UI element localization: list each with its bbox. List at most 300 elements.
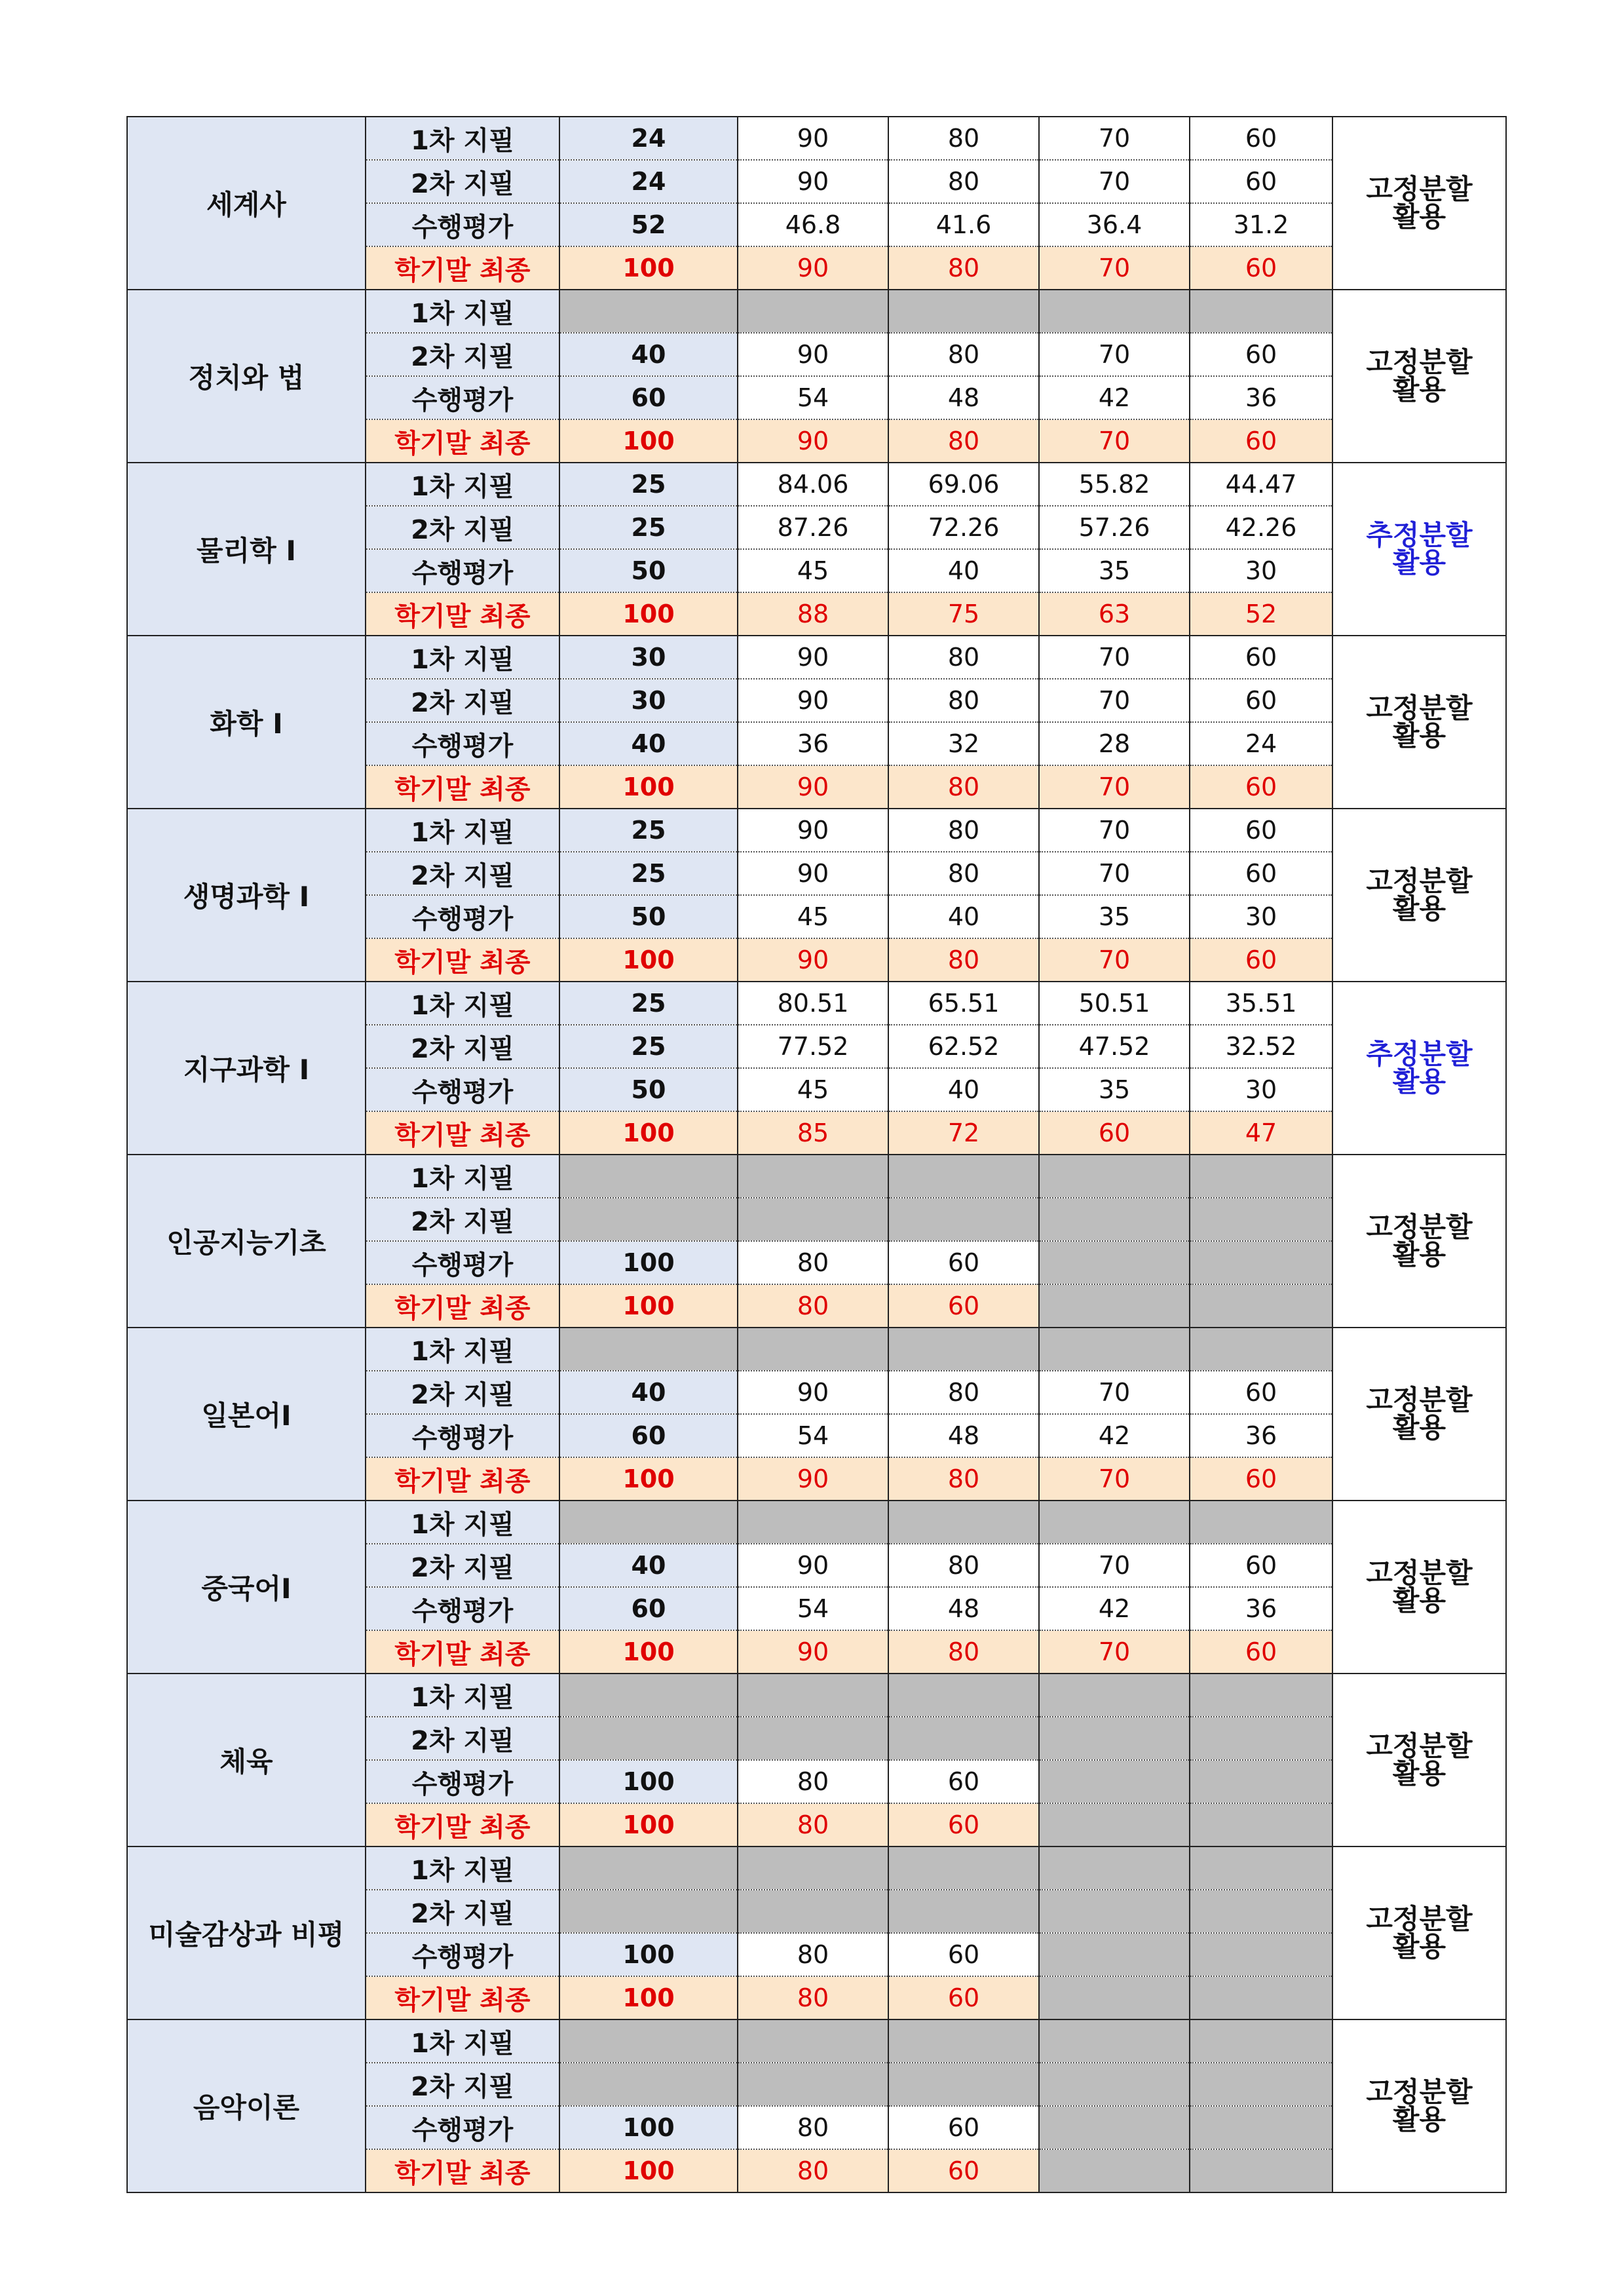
cutoff-cell [1039, 1198, 1190, 1241]
cutoff-cell: 60 [1039, 1111, 1190, 1155]
cutoff-cell: 35 [1039, 549, 1190, 592]
cutoff-cell: 44.47 [1190, 463, 1332, 506]
cutoff-cell: 70 [1039, 160, 1190, 203]
cutoff-cell: 80 [738, 1803, 888, 1846]
cutoff-cell: 80 [888, 679, 1039, 722]
weight-cell [559, 1328, 738, 1371]
method-note: 고정분할 활용 [1332, 1674, 1506, 1846]
cutoff-cell: 36 [1190, 376, 1332, 419]
final-score-label: 학기말 최종 [366, 1630, 559, 1674]
cutoff-cell: 70 [1039, 1544, 1190, 1587]
cutoff-cell: 62.52 [888, 1025, 1039, 1068]
weight-cell: 100 [559, 1111, 738, 1155]
table-row [127, 2019, 1506, 2063]
cutoff-cell: 84.06 [738, 463, 888, 506]
cutoff-cell [1190, 2149, 1332, 2192]
cutoff-cell [888, 1155, 1039, 1198]
cutoff-cell: 45 [738, 549, 888, 592]
cutoff-cell: 70 [1039, 809, 1190, 852]
weight-cell [559, 1717, 738, 1760]
subject-name: 음악이론 [127, 2019, 366, 2192]
cutoff-cell: 70 [1039, 1371, 1190, 1414]
cutoff-cell: 60 [1190, 765, 1332, 809]
weight-cell [559, 1155, 738, 1198]
cutoff-cell: 90 [738, 333, 888, 376]
cutoff-cell [1190, 1284, 1332, 1328]
weight-cell: 100 [559, 1457, 738, 1501]
cutoff-cell: 40 [888, 549, 1039, 592]
table-row [127, 982, 1506, 1025]
cutoff-cell: 54 [738, 1414, 888, 1457]
cutoff-cell [1039, 1155, 1190, 1198]
assessment-item-label: 2차 지필 [366, 1890, 559, 1933]
method-note: 고정분할 활용 [1332, 2019, 1506, 2192]
table-row [127, 290, 1506, 333]
weight-cell: 100 [559, 2106, 738, 2149]
table-row [127, 117, 1506, 160]
table-row [127, 1846, 1506, 1890]
method-note: 고정분할 활용 [1332, 290, 1506, 463]
cutoff-cell [738, 1328, 888, 1371]
weight-cell: 50 [559, 895, 738, 938]
cutoff-cell: 90 [738, 1630, 888, 1674]
cutoff-cell [1039, 2063, 1190, 2106]
weight-cell: 30 [559, 679, 738, 722]
cutoff-cell: 60 [888, 1976, 1039, 2019]
table-row [127, 809, 1506, 852]
weight-cell: 30 [559, 636, 738, 679]
cutoff-cell [888, 290, 1039, 333]
cutoff-cell: 36 [1190, 1587, 1332, 1630]
assessment-item-label: 수행평가 [366, 1933, 559, 1976]
cutoff-cell [1190, 1890, 1332, 1933]
weight-cell: 40 [559, 1371, 738, 1414]
cutoff-cell: 90 [738, 117, 888, 160]
assessment-item-label: 수행평가 [366, 1760, 559, 1803]
weight-cell: 60 [559, 1414, 738, 1457]
cutoff-cell: 80 [738, 1284, 888, 1328]
assessment-item-label: 1차 지필 [366, 463, 559, 506]
cutoff-cell: 60 [1190, 636, 1332, 679]
subject-name: 정치와 법 [127, 290, 366, 463]
cutoff-cell: 40 [888, 895, 1039, 938]
assessment-item-label: 2차 지필 [366, 1544, 559, 1587]
weight-cell: 100 [559, 765, 738, 809]
cutoff-cell: 60 [888, 1760, 1039, 1803]
cutoff-cell: 70 [1039, 938, 1190, 982]
cutoff-cell: 40 [888, 1068, 1039, 1111]
cutoff-cell: 60 [1190, 809, 1332, 852]
cutoff-cell: 85 [738, 1111, 888, 1155]
cutoff-cell: 70 [1039, 246, 1190, 290]
weight-cell: 52 [559, 203, 738, 246]
cutoff-cell: 60 [1190, 1630, 1332, 1674]
assessment-item-label: 수행평가 [366, 722, 559, 765]
subject-name: 일본어Ⅰ [127, 1328, 366, 1501]
cutoff-cell [738, 1501, 888, 1544]
weight-cell: 25 [559, 982, 738, 1025]
assessment-item-label: 1차 지필 [366, 636, 559, 679]
cutoff-cell: 80 [738, 2106, 888, 2149]
assessment-item-label: 수행평가 [366, 2106, 559, 2149]
cutoff-cell: 46.8 [738, 203, 888, 246]
cutoff-cell: 36 [738, 722, 888, 765]
cutoff-cell: 35 [1039, 1068, 1190, 1111]
subject-name: 미술감상과 비평 [127, 1846, 366, 2019]
method-note: 고정분할 활용 [1332, 1846, 1506, 2019]
cutoff-cell: 30 [1190, 1068, 1332, 1111]
cutoff-cell: 48 [888, 1414, 1039, 1457]
cutoff-cell [1190, 1198, 1332, 1241]
cutoff-cell: 80 [888, 246, 1039, 290]
cutoff-cell [1039, 290, 1190, 333]
assessment-item-label: 1차 지필 [366, 2019, 559, 2063]
subject-name: 체육 [127, 1674, 366, 1846]
weight-cell: 25 [559, 852, 738, 895]
cutoff-cell: 70 [1039, 765, 1190, 809]
final-score-label: 학기말 최종 [366, 938, 559, 982]
cutoff-cell: 31.2 [1190, 203, 1332, 246]
method-note: 고정분할 활용 [1332, 636, 1506, 809]
weight-cell [559, 1890, 738, 1933]
weight-cell [559, 1198, 738, 1241]
cutoff-cell: 60 [888, 2149, 1039, 2192]
cutoff-cell: 80 [738, 1760, 888, 1803]
cutoff-cell: 80 [738, 2149, 888, 2192]
cutoff-cell: 63 [1039, 592, 1190, 636]
table-row [127, 636, 1506, 679]
cutoff-cell [1039, 1976, 1190, 2019]
table-row [127, 1155, 1506, 1198]
method-note: 추정분할 활용 [1332, 463, 1506, 636]
weight-cell: 25 [559, 809, 738, 852]
cutoff-cell: 80 [888, 117, 1039, 160]
cutoff-cell: 42 [1039, 376, 1190, 419]
final-score-label: 학기말 최종 [366, 246, 559, 290]
cutoff-cell [1039, 2019, 1190, 2063]
cutoff-cell: 80 [888, 636, 1039, 679]
table-row [127, 1674, 1506, 1717]
assessment-item-label: 2차 지필 [366, 1717, 559, 1760]
cutoff-cell: 70 [1039, 679, 1190, 722]
weight-cell: 25 [559, 506, 738, 549]
weight-cell: 24 [559, 160, 738, 203]
cutoff-cell: 30 [1190, 549, 1332, 592]
subject-name: 중국어Ⅰ [127, 1501, 366, 1674]
weight-cell: 100 [559, 1630, 738, 1674]
assessment-item-label: 2차 지필 [366, 852, 559, 895]
cutoff-cell [1190, 1846, 1332, 1890]
cutoff-cell: 70 [1039, 636, 1190, 679]
final-score-label: 학기말 최종 [366, 1457, 559, 1501]
weight-cell: 100 [559, 1803, 738, 1846]
table-row [127, 463, 1506, 506]
cutoff-cell: 60 [1190, 938, 1332, 982]
final-score-label: 학기말 최종 [366, 1803, 559, 1846]
cutoff-cell: 90 [738, 809, 888, 852]
weight-cell: 40 [559, 722, 738, 765]
cutoff-cell: 72.26 [888, 506, 1039, 549]
cutoff-cell: 90 [738, 419, 888, 463]
cutoff-cell: 41.6 [888, 203, 1039, 246]
cutoff-cell [1039, 2149, 1190, 2192]
assessment-item-label: 1차 지필 [366, 1155, 559, 1198]
final-score-label: 학기말 최종 [366, 1976, 559, 2019]
cutoff-cell [738, 1198, 888, 1241]
cutoff-cell: 90 [738, 246, 888, 290]
assessment-item-label: 수행평가 [366, 376, 559, 419]
weight-cell [559, 290, 738, 333]
cutoff-cell: 80 [888, 1371, 1039, 1414]
cutoff-cell: 70 [1039, 419, 1190, 463]
cutoff-cell [1039, 1890, 1190, 1933]
weight-cell [559, 1501, 738, 1544]
cutoff-cell: 60 [1190, 1544, 1332, 1587]
cutoff-cell: 42.26 [1190, 506, 1332, 549]
cutoff-cell [1190, 1717, 1332, 1760]
cutoff-cell [888, 2019, 1039, 2063]
cutoff-cell: 60 [1190, 333, 1332, 376]
cutoff-cell [1039, 1846, 1190, 1890]
assessment-item-label: 수행평가 [366, 1414, 559, 1457]
cutoff-cell: 90 [738, 938, 888, 982]
cutoff-cell: 72 [888, 1111, 1039, 1155]
weight-cell: 24 [559, 117, 738, 160]
cutoff-cell: 60 [1190, 419, 1332, 463]
assessment-item-label: 1차 지필 [366, 1328, 559, 1371]
assessment-item-label: 2차 지필 [366, 1198, 559, 1241]
cutoff-cell: 80.51 [738, 982, 888, 1025]
cutoff-cell: 60 [1190, 852, 1332, 895]
assessment-item-label: 2차 지필 [366, 1371, 559, 1414]
weight-cell [559, 1846, 738, 1890]
assessment-item-label: 1차 지필 [366, 809, 559, 852]
final-score-label: 학기말 최종 [366, 1111, 559, 1155]
cutoff-cell: 80 [888, 1457, 1039, 1501]
cutoff-cell: 70 [1039, 852, 1190, 895]
assessment-item-label: 2차 지필 [366, 2063, 559, 2106]
cutoff-cell: 70 [1039, 1457, 1190, 1501]
cutoff-cell: 90 [738, 1457, 888, 1501]
cutoff-cell: 48 [888, 376, 1039, 419]
cutoff-cell: 70 [1039, 1630, 1190, 1674]
cutoff-cell [1039, 1501, 1190, 1544]
method-note: 고정분할 활용 [1332, 809, 1506, 982]
cutoff-cell: 36.4 [1039, 203, 1190, 246]
cutoff-cell: 80 [738, 1241, 888, 1284]
cutoff-cell [738, 1717, 888, 1760]
cutoff-cell: 45 [738, 895, 888, 938]
final-score-label: 학기말 최종 [366, 1284, 559, 1328]
weight-cell: 60 [559, 376, 738, 419]
cutoff-cell: 60 [1190, 679, 1332, 722]
assessment-item-label: 수행평가 [366, 895, 559, 938]
cutoff-cell: 87.26 [738, 506, 888, 549]
weight-cell: 100 [559, 1976, 738, 2019]
weight-cell: 60 [559, 1587, 738, 1630]
cutoff-cell [1039, 1284, 1190, 1328]
weight-cell: 100 [559, 246, 738, 290]
cutoff-cell: 30 [1190, 895, 1332, 938]
weight-cell [559, 1674, 738, 1717]
cutoff-cell [1190, 2106, 1332, 2149]
subject-name: 물리학 Ⅰ [127, 463, 366, 636]
cutoff-cell [1190, 2019, 1332, 2063]
cutoff-cell: 50.51 [1039, 982, 1190, 1025]
table-row [127, 1328, 1506, 1371]
cutoff-cell: 45 [738, 1068, 888, 1111]
cutoff-cell [1039, 1760, 1190, 1803]
cutoff-cell [738, 1846, 888, 1890]
cutoff-cell: 90 [738, 160, 888, 203]
cutoff-cell: 90 [738, 636, 888, 679]
cutoff-cell: 47.52 [1039, 1025, 1190, 1068]
cutoff-cell: 80 [888, 333, 1039, 376]
cutoff-cell: 80 [738, 1933, 888, 1976]
cutoff-cell [738, 1155, 888, 1198]
weight-cell: 100 [559, 592, 738, 636]
cutoff-cell: 80 [888, 938, 1039, 982]
cutoff-cell: 80 [888, 809, 1039, 852]
cutoff-cell [1190, 1241, 1332, 1284]
cutoff-cell [738, 1674, 888, 1717]
cutoff-cell: 55.82 [1039, 463, 1190, 506]
cutoff-cell [1190, 1976, 1332, 2019]
cutoff-cell: 32.52 [1190, 1025, 1332, 1068]
cutoff-cell [1190, 1803, 1332, 1846]
subject-name: 인공지능기초 [127, 1155, 366, 1328]
weight-cell: 100 [559, 1760, 738, 1803]
cutoff-cell [888, 1674, 1039, 1717]
cutoff-cell [738, 1890, 888, 1933]
cutoff-cell [1039, 1328, 1190, 1371]
assessment-item-label: 1차 지필 [366, 117, 559, 160]
cutoff-cell: 47 [1190, 1111, 1332, 1155]
cutoff-cell: 28 [1039, 722, 1190, 765]
subject-name: 화학 Ⅰ [127, 636, 366, 809]
weight-cell [559, 2019, 738, 2063]
assessment-item-label: 수행평가 [366, 203, 559, 246]
cutoff-cell [1190, 1155, 1332, 1198]
cutoff-cell [1190, 290, 1332, 333]
cutoff-cell: 48 [888, 1587, 1039, 1630]
cutoff-cell [738, 2063, 888, 2106]
cutoff-cell: 57.26 [1039, 506, 1190, 549]
cutoff-cell: 60 [888, 1284, 1039, 1328]
assessment-item-label: 2차 지필 [366, 333, 559, 376]
assessment-item-label: 2차 지필 [366, 1025, 559, 1068]
subject-name: 지구과학 Ⅰ [127, 982, 366, 1155]
cutoff-cell: 60 [1190, 1457, 1332, 1501]
cutoff-cell [888, 1328, 1039, 1371]
cutoff-cell: 35.51 [1190, 982, 1332, 1025]
final-score-label: 학기말 최종 [366, 765, 559, 809]
assessment-item-label: 수행평가 [366, 1241, 559, 1284]
cutoff-cell: 60 [888, 1933, 1039, 1976]
method-note: 추정분할 활용 [1332, 982, 1506, 1155]
table-row [127, 1501, 1506, 1544]
cutoff-cell: 90 [738, 679, 888, 722]
assessment-item-label: 1차 지필 [366, 982, 559, 1025]
assessment-item-label: 2차 지필 [366, 160, 559, 203]
assessment-item-label: 2차 지필 [366, 679, 559, 722]
cutoff-cell [888, 2063, 1039, 2106]
assessment-item-label: 수행평가 [366, 549, 559, 592]
cutoff-cell: 70 [1039, 117, 1190, 160]
cutoff-cell [1039, 1241, 1190, 1284]
cutoff-cell: 77.52 [738, 1025, 888, 1068]
weight-cell: 25 [559, 463, 738, 506]
cutoff-cell: 60 [1190, 160, 1332, 203]
weight-cell: 100 [559, 938, 738, 982]
final-score-label: 학기말 최종 [366, 2149, 559, 2192]
cutoff-cell [888, 1198, 1039, 1241]
cutoff-cell: 90 [738, 1544, 888, 1587]
assessment-item-label: 1차 지필 [366, 1674, 559, 1717]
cutoff-cell [888, 1501, 1039, 1544]
cutoff-cell: 54 [738, 376, 888, 419]
cutoff-cell [1190, 1760, 1332, 1803]
cutoff-cell: 80 [888, 852, 1039, 895]
cutoff-cell: 80 [888, 419, 1039, 463]
cutoff-cell: 35 [1039, 895, 1190, 938]
cutoff-cell [888, 1890, 1039, 1933]
cutoff-cell: 75 [888, 592, 1039, 636]
cutoff-cell: 80 [888, 765, 1039, 809]
weight-cell: 40 [559, 333, 738, 376]
weight-cell: 100 [559, 1933, 738, 1976]
cutoff-cell [1039, 2106, 1190, 2149]
cutoff-cell: 60 [888, 2106, 1039, 2149]
method-note: 고정분할 활용 [1332, 1501, 1506, 1674]
cutoff-cell: 80 [888, 160, 1039, 203]
cutoff-cell: 60 [888, 1803, 1039, 1846]
cutoff-cell: 90 [738, 1371, 888, 1414]
weight-cell: 100 [559, 1284, 738, 1328]
cutoff-cell: 90 [738, 852, 888, 895]
cutoff-cell [888, 1846, 1039, 1890]
cutoff-cell [1039, 1717, 1190, 1760]
cutoff-cell [738, 2019, 888, 2063]
cutoff-cell: 88 [738, 592, 888, 636]
cutoff-cell: 90 [738, 765, 888, 809]
assessment-item-label: 수행평가 [366, 1587, 559, 1630]
cutoff-cell: 60 [1190, 1371, 1332, 1414]
assessment-item-label: 1차 지필 [366, 290, 559, 333]
assessment-item-label: 2차 지필 [366, 506, 559, 549]
subject-name: 생명과학 Ⅰ [127, 809, 366, 982]
method-note: 고정분할 활용 [1332, 1328, 1506, 1501]
cutoff-cell: 60 [888, 1241, 1039, 1284]
cutoff-cell [1190, 1674, 1332, 1717]
weight-cell: 50 [559, 549, 738, 592]
weight-cell [559, 2063, 738, 2106]
assessment-item-label: 수행평가 [366, 1068, 559, 1111]
cutoff-cell [1039, 1803, 1190, 1846]
cutoff-cell: 42 [1039, 1587, 1190, 1630]
final-score-label: 학기말 최종 [366, 419, 559, 463]
cutoff-cell: 70 [1039, 333, 1190, 376]
weight-cell: 50 [559, 1068, 738, 1111]
cutoff-cell: 60 [1190, 117, 1332, 160]
cutoff-cell: 80 [738, 1976, 888, 2019]
cutoff-cell [1190, 1933, 1332, 1976]
weight-cell: 100 [559, 419, 738, 463]
cutoff-cell: 80 [888, 1630, 1039, 1674]
cutoff-cell: 54 [738, 1587, 888, 1630]
cutoff-cell: 32 [888, 722, 1039, 765]
cutoff-cell: 24 [1190, 722, 1332, 765]
